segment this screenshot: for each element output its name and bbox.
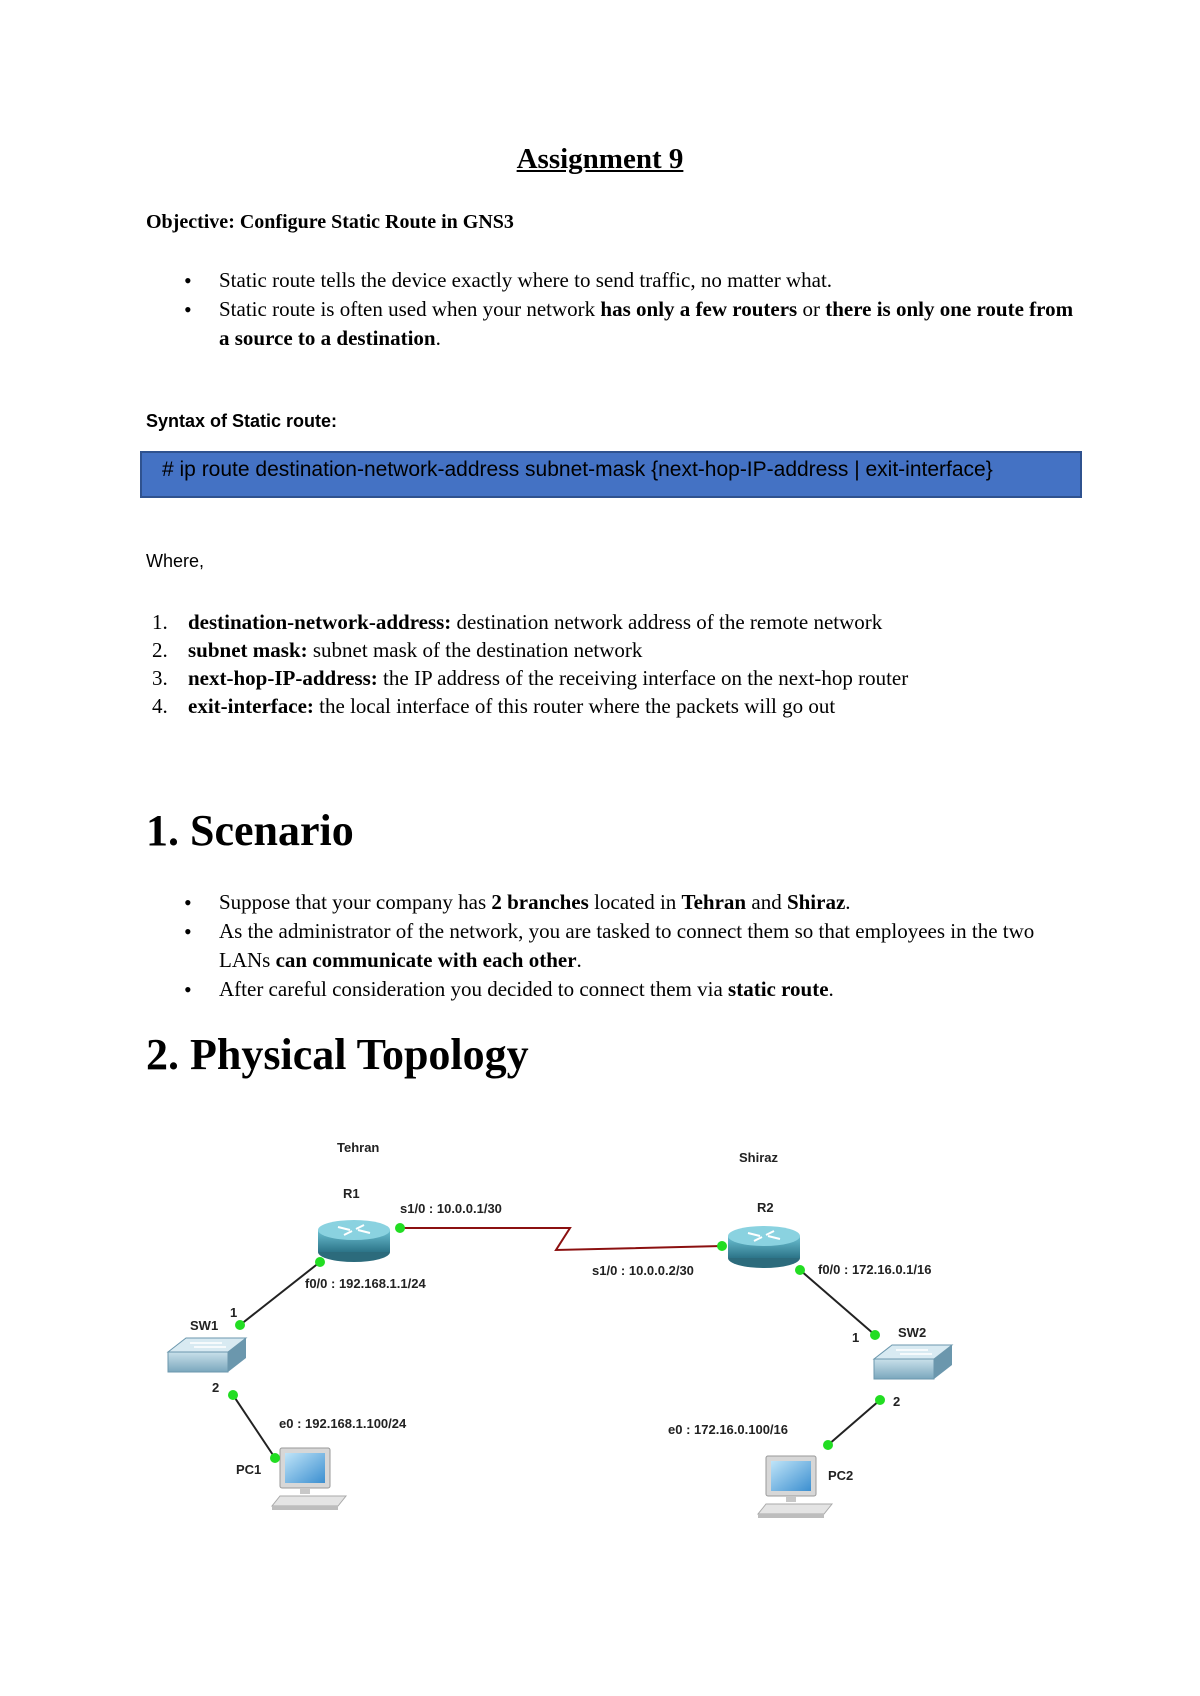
emphasis-text: can communicate with each other: [275, 948, 577, 972]
definition-term: subnet mask:: [188, 638, 308, 662]
body-text: or: [797, 297, 826, 321]
syntax-command-box: # ip route destination-network-address subnet-mask {next-hop-IP-address | exit-interface}: [140, 451, 1082, 498]
body-text: Static route is often used when your network: [219, 297, 601, 321]
sw2-name: SW2: [898, 1325, 927, 1340]
port-dot-sw2-1: [870, 1330, 880, 1340]
topology-heading: 2. Physical Topology: [146, 1030, 529, 1079]
pc2-name: PC2: [828, 1468, 854, 1483]
body-text: located in: [588, 890, 682, 914]
emphasis-text: 2 branches: [491, 890, 589, 914]
r1-s1-label: s1/0 : 10.0.0.1/30: [400, 1201, 502, 1216]
port-dot-r2-s1: [717, 1241, 727, 1251]
port-dot-sw1-1: [235, 1320, 245, 1330]
site-label-right: Shiraz: [739, 1150, 779, 1165]
link-r1-sw1: [240, 1262, 320, 1325]
r2-s1-label: s1/0 : 10.0.0.2/30: [592, 1263, 694, 1278]
router-r1[interactable]: [318, 1220, 390, 1262]
r2-f0-label: f0/0 : 172.16.0.1/16: [818, 1262, 932, 1277]
switch-sw1[interactable]: [168, 1338, 246, 1372]
definition-number: 1.: [152, 610, 168, 634]
emphasis-text: static route: [728, 977, 829, 1001]
router-r2[interactable]: [728, 1226, 800, 1268]
port-dot-r2-f0: [795, 1265, 805, 1275]
pc2-iface-label: e0 : 172.16.0.100/16: [668, 1422, 788, 1437]
pc2-computer[interactable]: [758, 1456, 832, 1518]
definition-desc: destination network address of the remote network: [451, 610, 883, 634]
port-dot-r1-s1: [395, 1223, 405, 1233]
port-dot-sw1-2: [228, 1390, 238, 1400]
scenario-heading: 1. Scenario: [146, 806, 354, 855]
pc1-name: PC1: [236, 1462, 262, 1477]
body-text: After careful consideration you decided to connect them via: [219, 977, 729, 1001]
body-text: Static route tells the device exactly where to send traffic, no matter what.: [219, 268, 833, 292]
body-text: .: [435, 326, 441, 350]
sw1-port-up: 1: [230, 1305, 238, 1320]
definition-term: next-hop-IP-address:: [188, 666, 378, 690]
link-r2-sw2: [800, 1270, 875, 1335]
body-text: .: [576, 948, 582, 972]
sw1-port-down: 2: [212, 1380, 220, 1395]
emphasis-text: there is only one route from a source to a destination: [219, 297, 1074, 350]
definition-desc: subnet mask of the destination network: [307, 638, 643, 662]
r2-name: R2: [757, 1200, 774, 1215]
emphasis-text: Shiraz: [786, 890, 846, 914]
page-title: Assignment 9: [516, 143, 684, 175]
where-label: Where,: [146, 551, 205, 571]
link-sw1-pc1: [233, 1395, 275, 1458]
port-dot-pc1-e0: [270, 1453, 280, 1463]
objective: Objective: Configure Static Route in GNS3: [146, 211, 514, 233]
switch-sw2[interactable]: [874, 1345, 952, 1379]
definition-number: 4.: [152, 694, 168, 718]
definition-desc: the local interface of this router where the packets will go out: [313, 694, 836, 718]
body-text: Suppose that your company has: [219, 890, 492, 914]
body-text: As the administrator of the network, you are tasked to connect them so that employees in the two LANs: [219, 919, 1035, 972]
sw2-port-up: 1: [852, 1330, 860, 1345]
definition-term: exit-interface:: [188, 694, 314, 718]
pc1-iface-label: e0 : 192.168.1.100/24: [279, 1416, 407, 1431]
port-dot-r1-f0: [315, 1257, 325, 1267]
port-dot-pc2-e0: [823, 1440, 833, 1450]
body-text: .: [828, 977, 834, 1001]
body-text: .: [845, 890, 851, 914]
body-text: and: [746, 890, 787, 914]
definition-desc: the IP address of the receiving interface on the next-hop router: [377, 666, 909, 690]
pc1-computer[interactable]: [272, 1448, 346, 1510]
r1-f0-label: f0/0 : 192.168.1.1/24: [305, 1276, 426, 1291]
sw2-port-down: 2: [893, 1394, 901, 1409]
definition-number: 2.: [152, 638, 168, 662]
link-sw2-pc2: [828, 1400, 880, 1445]
port-dot-sw2-2: [875, 1395, 885, 1405]
definition-number: 3.: [152, 666, 168, 690]
emphasis-text: Tehran: [681, 890, 747, 914]
syntax-label: Syntax of Static route:: [146, 411, 338, 431]
emphasis-text: has only a few routers: [600, 297, 798, 321]
site-label-left: Tehran: [337, 1140, 380, 1155]
r1-name: R1: [343, 1186, 360, 1201]
definition-term: destination-network-address:: [188, 610, 452, 634]
serial-link-r1-r2: [400, 1228, 722, 1250]
sw1-name: SW1: [190, 1318, 219, 1333]
